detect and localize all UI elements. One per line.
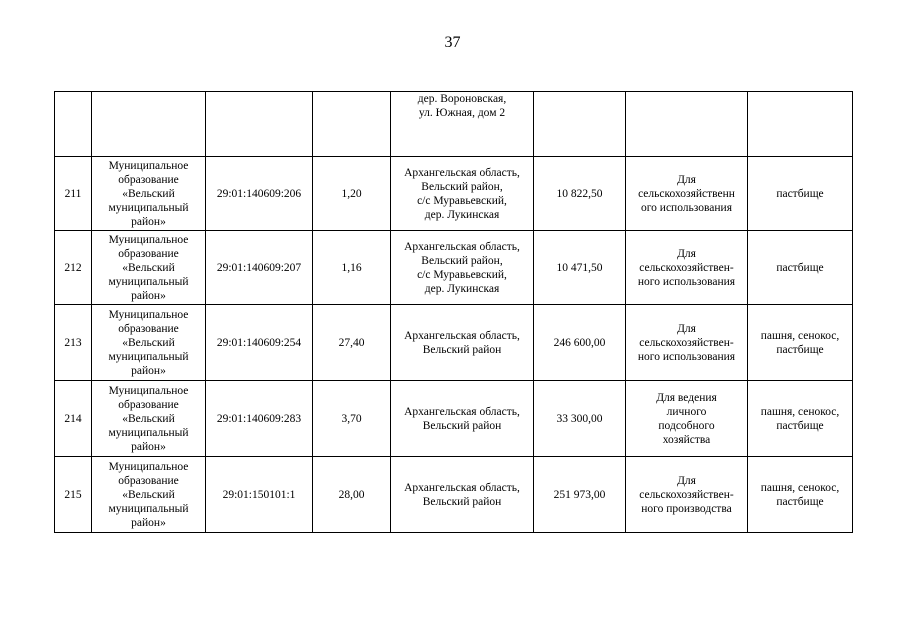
table-body xyxy=(55,92,853,533)
cell-cadastral-number: 29:01:150101:1 xyxy=(206,457,313,533)
cell-purpose xyxy=(626,92,748,157)
cell-area: 1,20 xyxy=(313,157,391,231)
cell-land-use-line: пашня, сенокос, xyxy=(760,481,840,494)
table-row xyxy=(55,92,853,157)
cell-purpose-line: сельскохозяйствен- xyxy=(639,488,734,501)
table-row xyxy=(55,231,853,305)
cell-cadastral-number: 29:01:140609:283 xyxy=(206,381,313,457)
cell-purpose xyxy=(626,231,748,305)
cell-number: 213 xyxy=(55,305,92,381)
cell-purpose-line: Для xyxy=(677,474,696,487)
cell-owner-line: Муниципальное xyxy=(108,384,189,397)
cell-owner-line: образование xyxy=(118,322,179,335)
cell-address-line: Архангельская область, xyxy=(404,329,520,342)
cell-address-line: Вельский район, xyxy=(421,254,503,267)
cell-owner xyxy=(92,457,206,533)
cell-purpose-line: Для xyxy=(677,173,696,186)
cell-address-line: дер. Вороновская, xyxy=(417,93,507,105)
cell-purpose xyxy=(626,381,748,457)
cell-purpose xyxy=(626,157,748,231)
cell-address-line: дер. Лукинская xyxy=(424,282,500,295)
cell-owner xyxy=(92,157,206,231)
cell-land-use xyxy=(748,157,853,231)
table-row xyxy=(55,157,853,231)
cell-owner-line: «Вельский xyxy=(122,412,175,425)
cell-land-use-line: пастбище xyxy=(776,419,824,432)
cell-owner-line: муниципальный xyxy=(108,350,189,363)
cell-area xyxy=(313,92,391,157)
cell-owner-line: «Вельский xyxy=(122,336,175,349)
cell-owner-line: Муниципальное xyxy=(108,233,189,246)
cell-purpose-line: личного xyxy=(666,405,707,418)
cell-cadastral-number: 29:01:140609:207 xyxy=(206,231,313,305)
cell-price: 10 822,50 xyxy=(534,157,626,231)
cell-owner-line: муниципальный xyxy=(108,502,189,515)
cell-purpose-line: хозяйства xyxy=(662,433,711,446)
cell-purpose-line: Для xyxy=(677,322,696,335)
cell-price: 33 300,00 xyxy=(534,381,626,457)
cell-address-line: Архангельская область, xyxy=(404,481,520,494)
cell-land-use-line: пашня, сенокос, xyxy=(760,405,840,418)
cell-address xyxy=(391,157,534,231)
cell-area: 1,16 xyxy=(313,231,391,305)
cell-owner-line: Муниципальное xyxy=(108,308,189,321)
cell-address xyxy=(391,457,534,533)
cell-land-use-line: пашня, сенокос, xyxy=(760,329,840,342)
cell-purpose-line: сельскохозяйствен- xyxy=(639,261,734,274)
cell-purpose-line: подсобного xyxy=(658,419,715,432)
cell-owner-line: муниципальный xyxy=(108,275,189,288)
cell-address-line: Вельский район xyxy=(422,419,502,432)
cell-owner-line: район» xyxy=(131,215,166,228)
cell-purpose-line: ного использования xyxy=(637,350,736,363)
cell-cadastral-number xyxy=(206,92,313,157)
cell-land-use-line: пастбище xyxy=(776,187,824,200)
cell-land-use xyxy=(748,381,853,457)
cell-owner-line: Муниципальное xyxy=(108,159,189,172)
cell-area: 28,00 xyxy=(313,457,391,533)
cell-address-line: с/с Муравьевский, xyxy=(417,194,507,207)
cell-number: 212 xyxy=(55,231,92,305)
cell-address-line: с/с Муравьевский, xyxy=(417,268,507,281)
cell-purpose-line: Для xyxy=(677,247,696,260)
cell-address xyxy=(391,231,534,305)
cell-owner-line: образование xyxy=(118,474,179,487)
cell-owner-line: муниципальный xyxy=(108,201,189,214)
cell-land-use xyxy=(748,92,853,157)
cell-owner xyxy=(92,381,206,457)
cell-owner-line: образование xyxy=(118,398,179,411)
cell-price: 10 471,50 xyxy=(534,231,626,305)
cell-land-use-line: пастбище xyxy=(776,261,824,274)
cell-land-use xyxy=(748,305,853,381)
table-row xyxy=(55,381,853,457)
cell-owner xyxy=(92,231,206,305)
cell-owner xyxy=(92,305,206,381)
cell-cadastral-number: 29:01:140609:206 xyxy=(206,157,313,231)
cell-owner-line: муниципальный xyxy=(108,426,189,439)
cell-cadastral-number: 29:01:140609:254 xyxy=(206,305,313,381)
cell-owner-line: образование xyxy=(118,247,179,260)
cell-address xyxy=(391,92,534,157)
cell-address xyxy=(391,381,534,457)
cell-owner-line: «Вельский xyxy=(122,187,175,200)
cell-owner-line: район» xyxy=(131,440,166,453)
cell-address-line: Вельский район, xyxy=(421,180,503,193)
cell-number: 211 xyxy=(55,157,92,231)
cell-address-line: дер. Лукинская xyxy=(424,208,500,221)
cell-purpose-line: ного производства xyxy=(641,502,732,515)
cell-owner-line: район» xyxy=(131,289,166,302)
page-number: 37 xyxy=(444,34,461,51)
land-plots-table xyxy=(54,91,853,533)
cell-purpose xyxy=(626,305,748,381)
cell-owner-line: район» xyxy=(131,516,166,529)
cell-land-use xyxy=(748,231,853,305)
cell-price xyxy=(534,92,626,157)
cell-purpose-line: сельскохозяйствен- xyxy=(639,336,734,349)
cell-number: 214 xyxy=(55,381,92,457)
cell-address-line: Архангельская область, xyxy=(404,240,520,253)
cell-number xyxy=(55,92,92,157)
cell-area: 27,40 xyxy=(313,305,391,381)
cell-address-line: Вельский район xyxy=(422,495,502,508)
cell-owner-line: образование xyxy=(118,173,179,186)
cell-area: 3,70 xyxy=(313,381,391,457)
cell-purpose-line: ного использования xyxy=(637,275,736,288)
cell-address-line: Вельский район xyxy=(422,343,502,356)
cell-land-use-line: пастбище xyxy=(776,495,824,508)
cell-purpose-line: Для ведения xyxy=(656,391,717,404)
cell-land-use-line: пастбище xyxy=(776,343,824,356)
cell-purpose-line: ого использования xyxy=(640,201,732,214)
cell-owner-line: район» xyxy=(131,364,166,377)
cell-address xyxy=(391,305,534,381)
cell-address-line: Архангельская область, xyxy=(404,405,520,418)
cell-owner xyxy=(92,92,206,157)
cell-land-use xyxy=(748,457,853,533)
cell-address-line: Архангельская область, xyxy=(404,166,520,179)
cell-number: 215 xyxy=(55,457,92,533)
cell-address-line: ул. Южная, дом 2 xyxy=(418,107,506,119)
cell-price: 251 973,00 xyxy=(534,457,626,533)
cell-purpose-line: сельскохозяйственн xyxy=(638,187,735,200)
table-row xyxy=(55,457,853,533)
cell-purpose xyxy=(626,457,748,533)
cell-owner-line: «Вельский xyxy=(122,488,175,501)
cell-owner-line: «Вельский xyxy=(122,261,175,274)
cell-owner-line: Муниципальное xyxy=(108,460,189,473)
table-row xyxy=(55,305,853,381)
cell-price: 246 600,00 xyxy=(534,305,626,381)
